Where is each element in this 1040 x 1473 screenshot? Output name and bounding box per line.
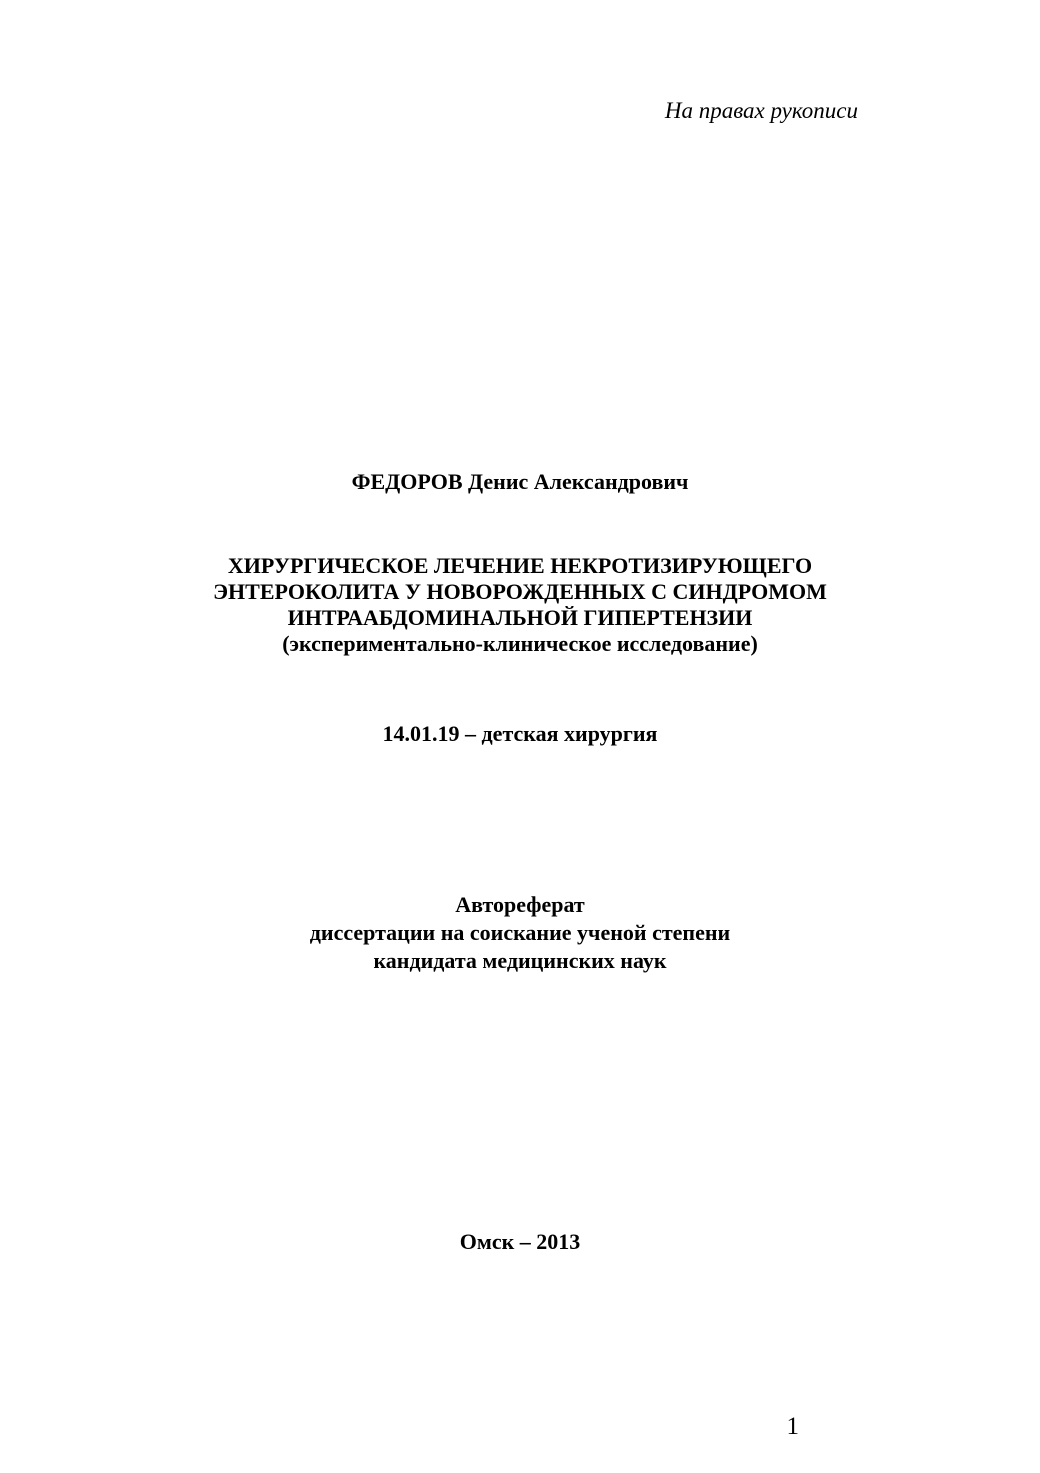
abstract-description xyxy=(0,891,1040,975)
abstract-line-1: Автореферат xyxy=(455,892,585,917)
page-number: 1 xyxy=(786,1413,799,1440)
title-line-3: ИНТРААБДОМИНАЛЬНОЙ ГИПЕРТЕНЗИИ xyxy=(287,605,753,630)
title-line-2: ЭНТЕРОКОЛИТА У НОВОРОЖДЕННЫХ С СИНДРОМОМ xyxy=(213,579,827,604)
abstract-line-2: диссертации на соискание ученой степени xyxy=(309,920,731,945)
dissertation-title xyxy=(0,553,1040,657)
abstract-line-3: кандидата медицинских наук xyxy=(373,948,667,973)
place-and-year: Омск – 2013 xyxy=(459,1229,581,1254)
title-subtitle: (экспериментально-клиническое исследование) xyxy=(282,631,758,656)
author-name: ФЕДОРОВ Денис Александрович xyxy=(351,469,689,494)
title-line-1: ХИРУРГИЧЕСКОЕ ЛЕЧЕНИЕ НЕКРОТИЗИРУЮЩЕГО xyxy=(227,553,813,578)
manuscript-rights-note: На правах рукописи xyxy=(664,98,858,123)
specialty-code: 14.01.19 – детская хирургия xyxy=(382,721,658,746)
